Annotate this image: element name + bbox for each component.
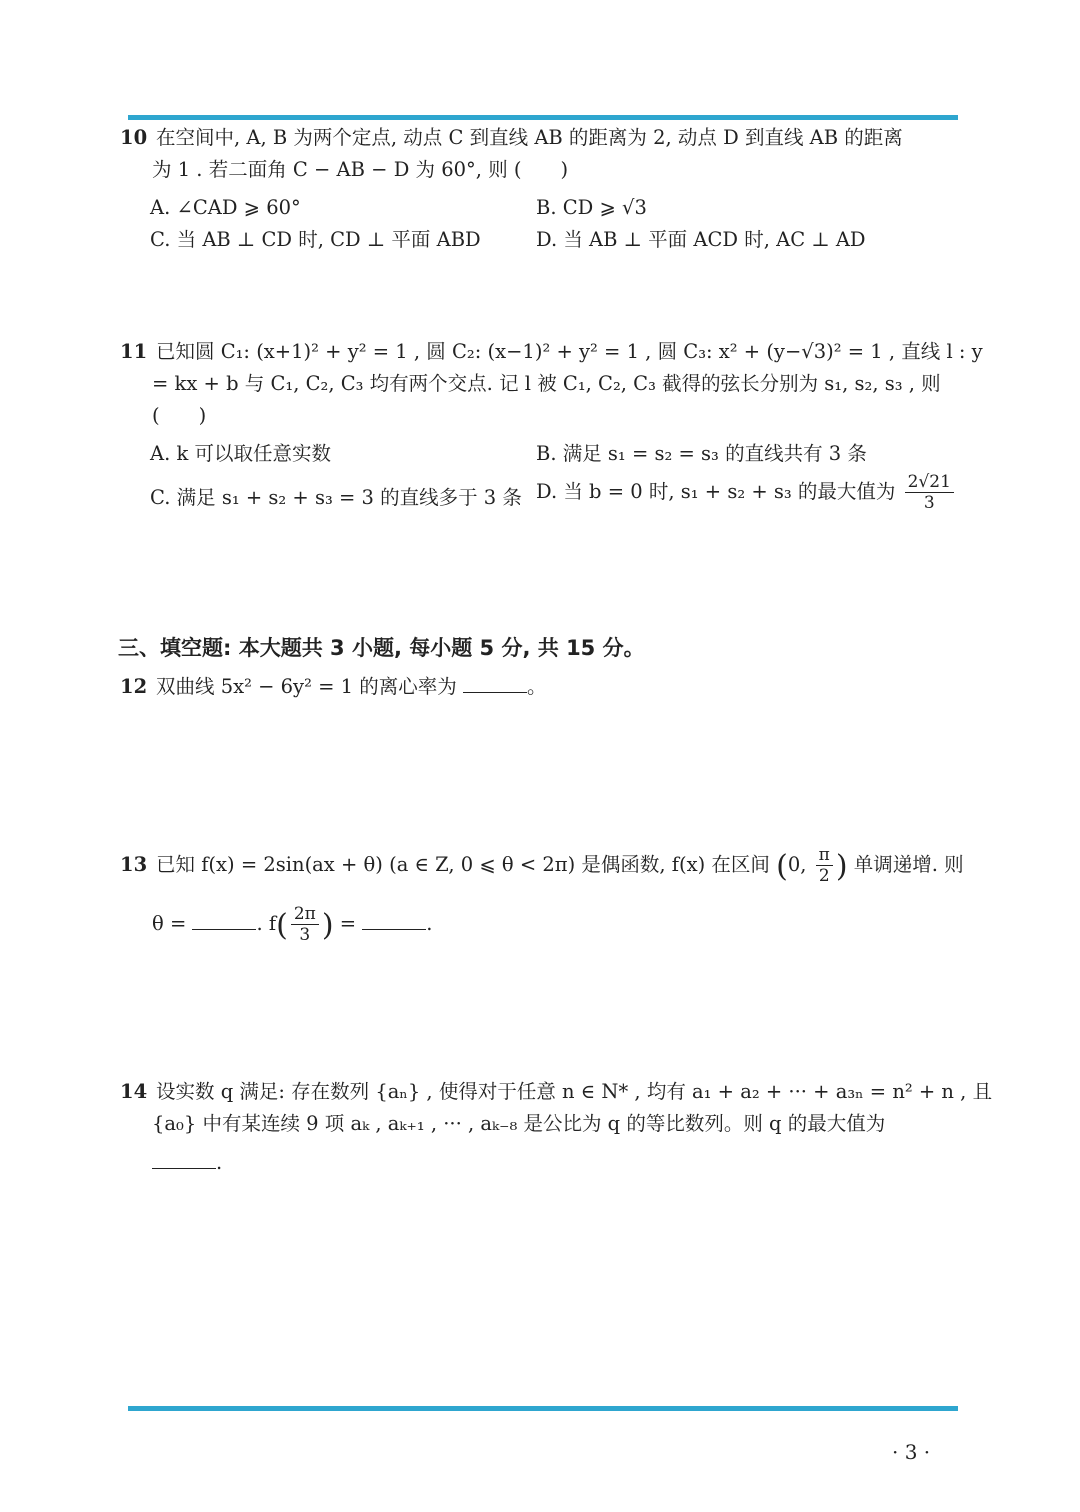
question-14-line3: . [120,1146,960,1179]
question-11-line1: 11 已知圆 C₁: (x+1)² + y² = 1 , 圆 C₂: (x−1)² + y² = 1 , 圆 C₃: x² + (y−√3)² = 1 , 直线 l : y [120,336,960,368]
bottom-rule [128,1406,958,1411]
fraction: $\frac{2√21}{3}$ [905,472,954,513]
option-a: A. ∠CAD ⩾ 60° [150,196,301,219]
question-number: 12 [120,675,148,698]
answer-blank[interactable] [152,1146,216,1169]
question-11 [120,336,983,432]
question-14 [120,1076,993,1179]
question-14-line2: {a₀} 中有某连续 9 项 aₖ , aₖ₊₁ , ··· , aₖ₋₈ 是公比为 q 的等比数列。则 q 的最大值为 [152,1112,886,1135]
option-b: B. 满足 s₁ = s₂ = s₃ 的直线共有 3 条 [536,442,867,465]
option-c: C. 当 AB ⊥ CD 时, CD ⊥ 平面 ABD [150,228,481,251]
question-10 [120,122,960,186]
answer-blank[interactable] [463,670,527,693]
question-number: 10 [120,126,148,149]
top-rule [128,115,958,120]
section-heading: 三、填空题: 本大题共 3 小题, 每小题 5 分, 共 15 分。 [118,636,645,660]
question-13-line1: 13 已知 f(x) = 2sin(ax + θ) (a ∈ Z, 0 ⩽ θ < 2π) 是偶函数, f(x) 在区间 (0, $\frac{\pi}{2}$ ) 单调递增. 则 [120,845,964,886]
question-14-line1: 14 设实数 q 满足: 存在数列 {aₙ} , 使得对于任意 n ∈ N* , 均有 a₁ + a₂ + ··· + a₃ₙ = n² + n , 且 [120,1076,960,1108]
option-a: A. k 可以取任意实数 [150,442,331,465]
question-number: 11 [120,340,148,363]
question-11-line2: = kx + b 与 C₁, C₂, C₃ 均有两个交点. 记 l 被 C₁, C₂, C₃ 截得的弦长分别为 s₁, s₂, s₃ , 则 [152,372,941,395]
question-10-line1: 10 在空间中, A, B 为两个定点, 动点 C 到直线 AB 的距离为 2, 动点 D 到直线 AB 的距离 [120,122,960,154]
option-b: B. CD ⩾ √3 [536,196,647,219]
question-13-line2: θ = . f( $\frac{2\pi}{3}$ ) = . [152,904,433,945]
question-12: 12 双曲线 5x² − 6y² = 1 的离心率为 。 [120,670,960,703]
question-11-line3: ( ) [152,404,207,427]
option-d: D. 当 AB ⊥ 平面 ACD 时, AC ⊥ AD [536,228,866,251]
page-number: · 3 · [892,1440,931,1464]
fraction: $\frac{2\pi}{3}$ [291,904,319,945]
option-d: D. 当 b = 0 时, s₁ + s₂ + s₃ 的最大值为 $\frac{2√21}{3}$ [536,472,957,513]
answer-blank[interactable] [192,907,256,930]
question-13 [120,845,964,945]
fraction: $\frac{\pi}{2}$ [816,845,833,886]
question-10-line2: 为 1 . 若二面角 C − AB − D 为 60°, 则 ( ) [152,158,569,181]
answer-blank[interactable] [362,907,426,930]
question-number: 14 [120,1080,148,1103]
question-number: 13 [120,853,148,876]
option-c: C. 满足 s₁ + s₂ + s₃ = 3 的直线多于 3 条 [150,486,522,509]
